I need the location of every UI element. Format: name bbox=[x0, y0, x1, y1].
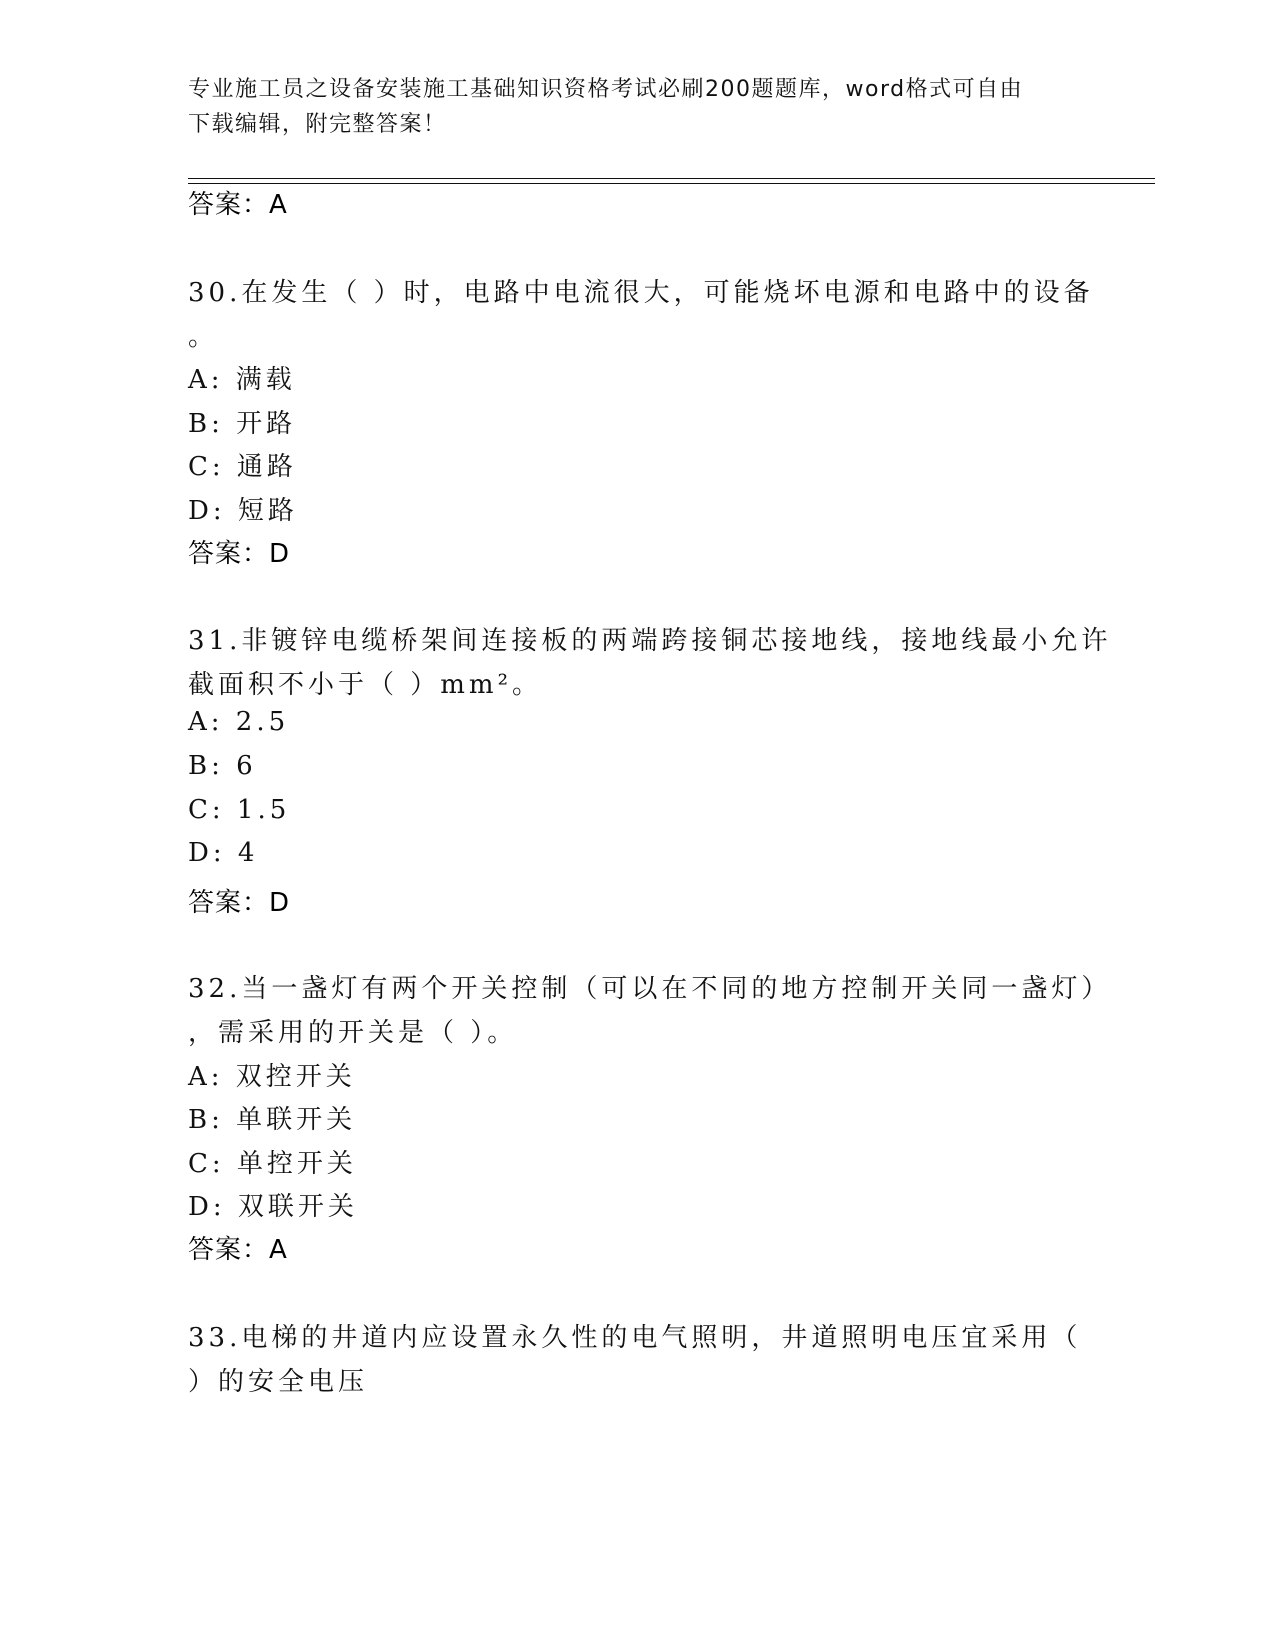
question-31-option-d: D: 4 bbox=[188, 838, 259, 868]
question-32-option-b: B: 单联开关 bbox=[188, 1105, 357, 1135]
question-32-option-a: A: 双控开关 bbox=[188, 1062, 356, 1092]
question-32-option-c: C: 单控开关 bbox=[188, 1149, 357, 1179]
header-line-2: 下载编辑，附完整答案！ bbox=[188, 112, 447, 137]
question-32-option-d: D: 双联开关 bbox=[188, 1192, 358, 1222]
question-31-stem-line-2: 截面积不小于（ ）mm²。 bbox=[188, 670, 542, 700]
question-32-answer: 答案：A bbox=[188, 1235, 288, 1265]
page-header bbox=[188, 72, 1068, 142]
question-33-stem-line-1: 33.电梯的井道内应设置永久性的电气照明，井道照明电压宜采用（ bbox=[188, 1323, 1082, 1353]
question-30-option-b: B: 开路 bbox=[188, 409, 297, 439]
question-31-answer: 答案：D bbox=[188, 888, 291, 918]
question-30-stem-line-1: 30.在发生（ ）时，电路中电流很大，可能烧坏电源和电路中的设备 bbox=[188, 278, 1094, 308]
question-31-option-c: C: 1.5 bbox=[188, 795, 291, 825]
question-30-option-d: D: 短路 bbox=[188, 496, 298, 526]
header-line-1: 专业施工员之设备安装施工基础知识资格考试必刷200题题库，word格式可自由 bbox=[188, 77, 1024, 102]
question-31-stem-line-1: 31.非镀锌电缆桥架间连接板的两端跨接铜芯接地线，接地线最小允许 bbox=[188, 626, 1112, 656]
question-30-answer: 答案：D bbox=[188, 539, 291, 569]
question-32-stem-line-1: 32.当一盏灯有两个开关控制（可以在不同的地方控制开关同一盏灯） bbox=[188, 974, 1112, 1004]
header-rule-bottom bbox=[188, 183, 1155, 184]
question-32-stem-line-2: ，需采用的开关是（ ）。 bbox=[188, 1018, 518, 1048]
question-31-option-b: B: 6 bbox=[188, 751, 257, 781]
question-33-stem-line-2: ）的安全电压 bbox=[188, 1367, 369, 1397]
header-rule-top bbox=[188, 178, 1155, 179]
question-30-option-c: C: 通路 bbox=[188, 452, 297, 482]
previous-answer: 答案：A bbox=[188, 190, 288, 220]
question-30-stem-line-2: 。 bbox=[188, 322, 219, 352]
question-31-option-a: A: 2.5 bbox=[188, 707, 290, 737]
question-30-option-a: A: 满载 bbox=[188, 365, 296, 395]
